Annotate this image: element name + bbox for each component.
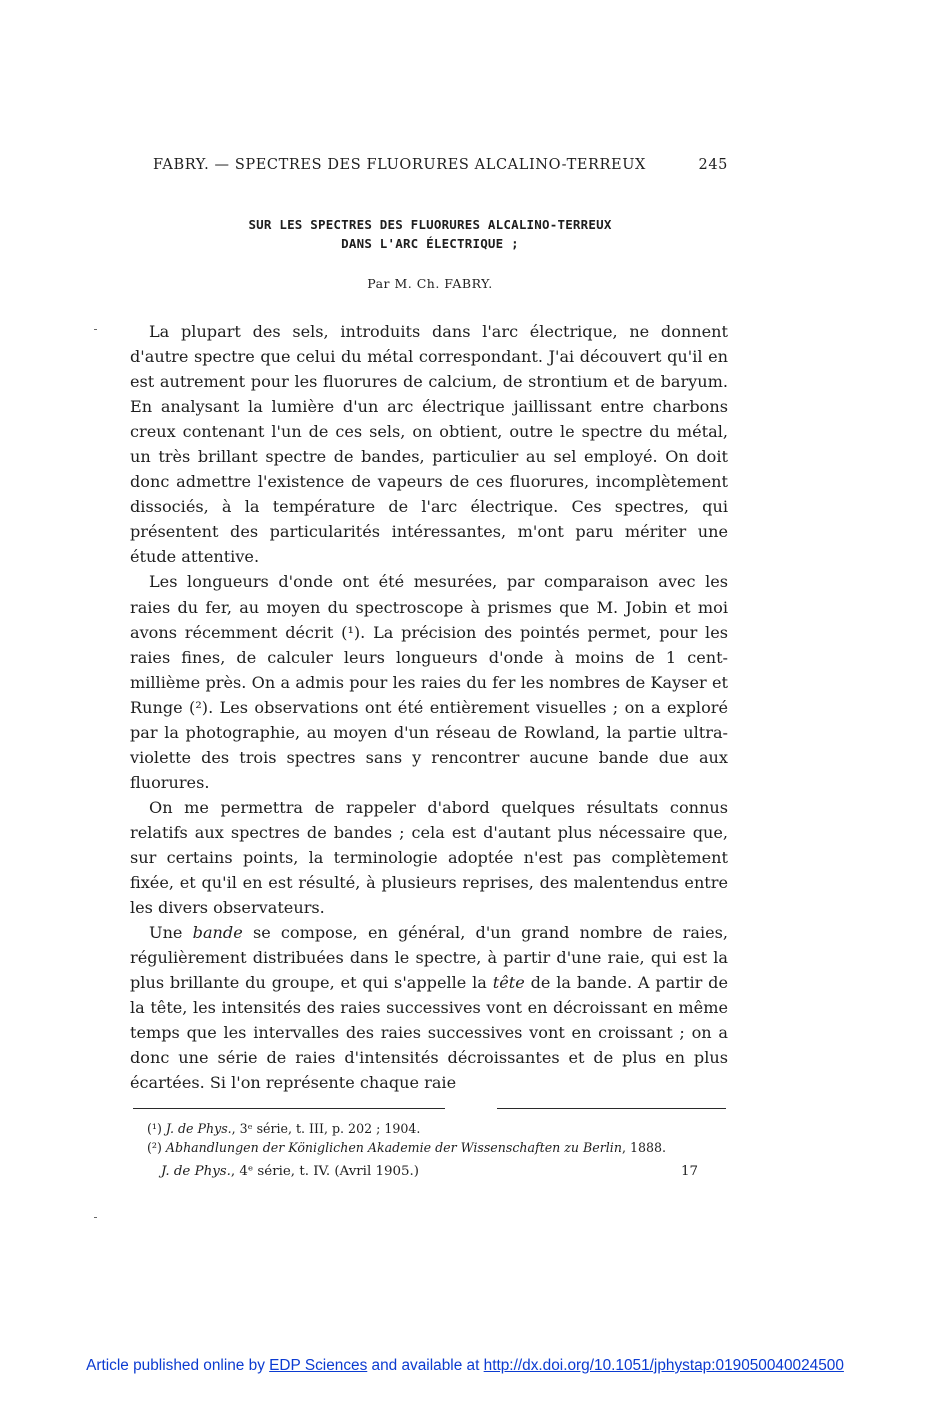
- footnote-1-journal: J. de Phys.: [165, 1121, 232, 1136]
- p4-text-1: Une: [149, 923, 193, 943]
- journal-name: J. de Phys.: [161, 1164, 231, 1179]
- p4-text-2: se compose, en général, d'un grand nombre de raies, régulièrement distribuées dans le spectre, à partir d'une raie, qui est la plus brillante du groupe, et qui s'appelle la: [130, 923, 728, 993]
- article-body: [130, 319, 728, 1095]
- footnote-2-rest: , 1888.: [621, 1140, 666, 1155]
- margin-mark: [94, 1217, 97, 1218]
- body-paragraph-2: Les longueurs d'onde ont été mesurées, par comparaison avec les raies du fer, au moyen du spectroscope à prismes que M. Jobin et moi avons récemment décrit (¹). La précision des pointés permet, pour les raies fines, de calculer leurs longueurs d'onde à moins de 1 cent-millième près. On a admis pour les raies du fer les nombres de Kayser et Runge (²). Les observations ont été entièrement visuelles ; on a exploré par la photographie, au moyen d'un réseau de Rowland, la partie ultra-violette des trois spectres sans y rencontrer aucune bande due aux fluorures.: [130, 572, 728, 792]
- footnote-1-mark: (¹): [147, 1121, 162, 1136]
- journal-reference: [161, 1164, 419, 1179]
- body-paragraph-1: La plupart des sels, introduits dans l'arc électrique, ne donnent d'autre spectre que celui du métal correspondant. J'ai découvert qu'il en est autrement pour les fluorures de calcium, de strontium et de baryum. En analysant la lumière d'un arc électrique jaillissant entre charbons creux contenant l'un de ces sels, on obtient, outre le spectre du métal, un très brillant spectre de bandes, particulier au sel employé. On doit donc admettre l'existence de vapeurs de ces fluorures, incomplètement dissociés, à la température de l'arc électrique. Ces spectres, qui présentent des particularités intéressantes, m'ont paru mériter une étude attentive.: [130, 322, 728, 567]
- footnote-rule-left: [133, 1108, 445, 1109]
- footnote-2: [147, 1140, 737, 1155]
- p4-text-3: de la bande. A partir de la tête, les intensités des raies successives vont en décroissant en même temps que les intervalles des raies successives vont en croissant ; on a donc une série de raies d'intensités décroissantes et de plus en plus écartées. Si l'on représente chaque raie: [130, 973, 728, 1093]
- article-title-line-2: DANS L'ARC ÉLECTRIQUE ;: [341, 236, 519, 251]
- term-tete: tête: [492, 973, 525, 993]
- printer-signature: 17: [680, 1164, 698, 1179]
- page-number: 245: [698, 157, 728, 173]
- journal-ref-rest: , 4ᵉ série, t. IV. (Avril 1905.): [230, 1164, 420, 1179]
- footnote-1: [147, 1121, 737, 1136]
- footnote-1-rest: , 3ᵉ série, t. III, p. 202 ; 1904.: [231, 1121, 421, 1136]
- publisher-banner: [0, 1357, 930, 1375]
- article-title-line-1: SUR LES SPECTRES DES FLUORURES ALCALINO-TERREUX: [248, 217, 612, 232]
- body-paragraph-4: [130, 920, 728, 1095]
- footnote-2-text: Abhandlungen der Königlichen Akademie der Wissenschaften zu Berlin: [165, 1140, 622, 1155]
- footnote-rule-right: [497, 1108, 726, 1109]
- running-head-title: FABRY. — SPECTRES DES FLUORURES ALCALINO-TERREUX: [153, 157, 646, 173]
- term-bande: bande: [192, 923, 243, 943]
- doi-link[interactable]: http://dx.doi.org/10.1051/jphystap:019050040024500: [483, 1357, 844, 1374]
- body-paragraph-3: On me permettra de rappeler d'abord quelques résultats connus relatifs aux spectres de bandes ; cela est d'autant plus nécessaire que, sur certains points, la terminologie adoptée n'est pas complètement fixée, et qu'il en est résulté, à plusieurs reprises, des malentendus entre les divers observateurs.: [130, 797, 728, 918]
- publisher-link[interactable]: EDP Sciences: [269, 1357, 368, 1374]
- footnote-2-mark: (²): [147, 1140, 162, 1155]
- article-byline: Par M. Ch. FABRY.: [367, 276, 493, 291]
- publisher-middle: and available at: [367, 1357, 484, 1374]
- publisher-prefix: Article published online by: [86, 1357, 270, 1374]
- margin-mark: [94, 329, 97, 330]
